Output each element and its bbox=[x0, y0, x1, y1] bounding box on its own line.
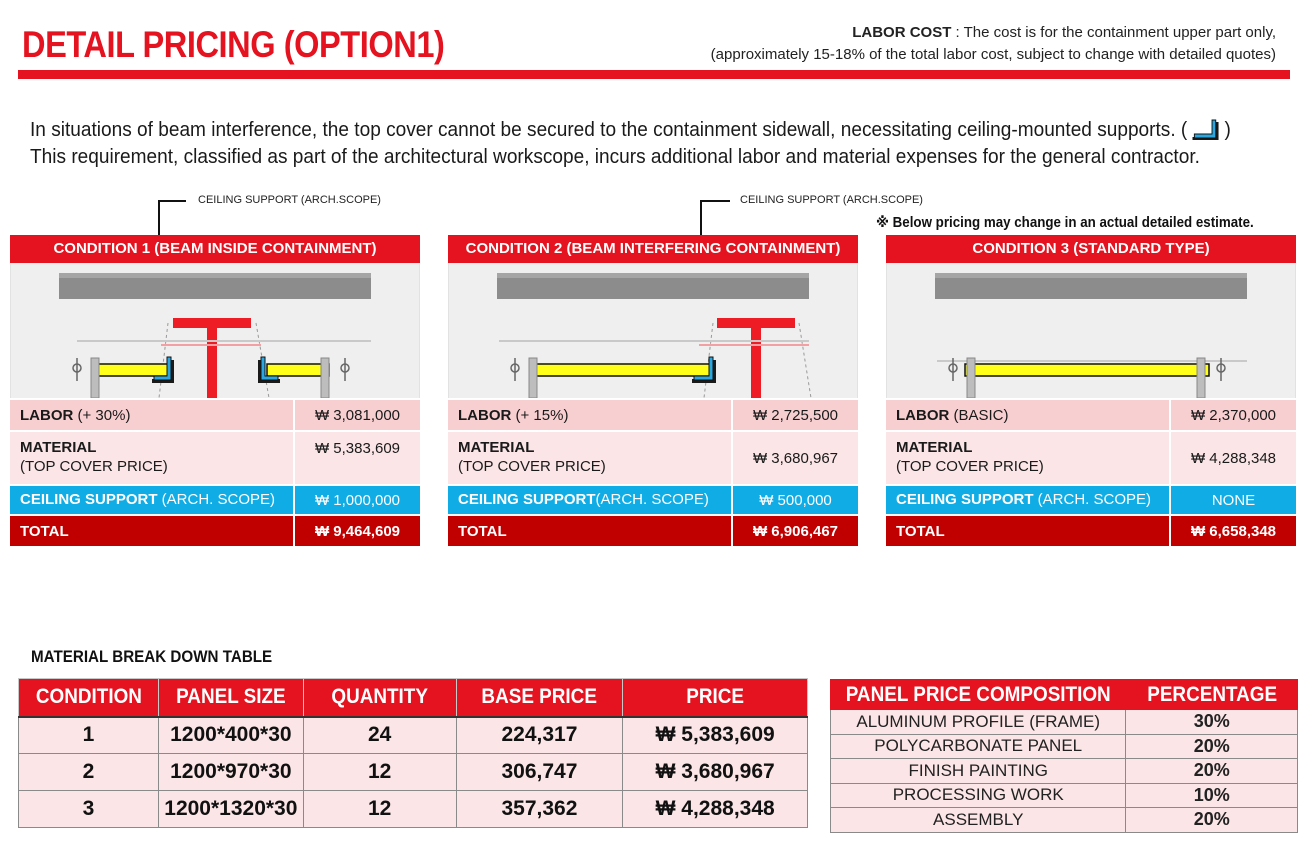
condition-1-material-row bbox=[10, 430, 420, 484]
table-cell: 1200*970*30 bbox=[158, 754, 303, 791]
condition-1-card bbox=[10, 235, 420, 546]
support-label: CEILING SUPPORT bbox=[458, 491, 596, 508]
labor-cost-note bbox=[636, 22, 1276, 66]
pricing-disclaimer: ※ Below pricing may change in an actual detailed estimate. bbox=[876, 215, 1254, 231]
labor-label: LABOR bbox=[20, 407, 74, 424]
condition-2-total-value: ₩ 6,906,467 bbox=[752, 522, 839, 540]
material-sub: (TOP COVER PRICE) bbox=[458, 458, 606, 475]
table-cell: 12 bbox=[303, 754, 456, 791]
header-panel-size: PANEL SIZE bbox=[176, 685, 286, 709]
breakdown-table-title: MATERIAL BREAK DOWN TABLE bbox=[31, 648, 273, 666]
table-row bbox=[19, 754, 808, 791]
material-breakdown-table bbox=[18, 678, 808, 828]
column-header bbox=[623, 679, 808, 717]
column-header bbox=[19, 679, 159, 717]
callout-1-leader-h bbox=[158, 200, 186, 202]
table-row bbox=[831, 734, 1298, 759]
condition-3-section-drawing bbox=[887, 263, 1297, 398]
support-label: CEILING SUPPORT bbox=[20, 491, 158, 508]
labor-note: (+ 15%) bbox=[511, 407, 569, 424]
condition-2-diagram bbox=[448, 263, 858, 398]
table-cell: 224,317 bbox=[456, 717, 623, 754]
table-row bbox=[19, 717, 808, 754]
labor-note-label: LABOR COST bbox=[852, 24, 952, 41]
condition-1-support-value: ₩ 1,000,000 bbox=[314, 491, 401, 509]
support-label: CEILING SUPPORT bbox=[896, 491, 1034, 508]
composition-item: ASSEMBLY bbox=[831, 808, 1126, 833]
header-composition: PANEL PRICE COMPOSITION bbox=[845, 682, 1111, 706]
condition-2-title: CONDITION 2 (BEAM INTERFERING CONTAINMENT) bbox=[448, 235, 858, 263]
condition-2-labor-row bbox=[448, 398, 858, 430]
column-header bbox=[1126, 680, 1298, 710]
condition-2-section-drawing bbox=[449, 263, 859, 398]
labor-note-line2: (approximately 15-18% of the total labor cost, subject to change with detailed quotes) bbox=[710, 46, 1276, 63]
table-row bbox=[831, 759, 1298, 784]
condition-3-total-row bbox=[886, 514, 1296, 546]
condition-3-labor-row bbox=[886, 398, 1296, 430]
condition-2-material-value: ₩ 3,680,967 bbox=[752, 449, 839, 467]
table-row bbox=[831, 808, 1298, 833]
callout-1-label: CEILING SUPPORT (ARCH.SCOPE) bbox=[198, 194, 381, 206]
composition-percentage: 20% bbox=[1126, 734, 1298, 759]
labor-label: LABOR bbox=[896, 407, 950, 424]
panel-price-composition-table bbox=[830, 679, 1298, 833]
labor-note: (+ 30%) bbox=[73, 407, 131, 424]
total-label: TOTAL bbox=[448, 516, 733, 546]
title-divider bbox=[18, 70, 1290, 79]
table-cell: 2 bbox=[19, 754, 159, 791]
condition-2-total-row bbox=[448, 514, 858, 546]
condition-3-card bbox=[886, 235, 1296, 546]
header-price: PRICE bbox=[686, 685, 745, 709]
table-cell: 1200*1320*30 bbox=[158, 791, 303, 828]
condition-1-diagram bbox=[10, 263, 420, 398]
condition-1-total-row bbox=[10, 514, 420, 546]
table-cell: 357,362 bbox=[456, 791, 623, 828]
condition-3-diagram bbox=[886, 263, 1296, 398]
condition-1-title: CONDITION 1 (BEAM INSIDE CONTAINMENT) bbox=[10, 235, 420, 263]
total-label: TOTAL bbox=[10, 516, 295, 546]
support-note: (ARCH. SCOPE) bbox=[157, 491, 276, 508]
table-header-row bbox=[19, 679, 808, 717]
table-cell: ₩ 3,680,967 bbox=[623, 754, 808, 791]
intro-line2: This requirement, classified as part of the architectural workscope, incurs additional labor and material expenses for the general contractor. bbox=[30, 145, 1200, 168]
column-header bbox=[456, 679, 623, 717]
material-sub: (TOP COVER PRICE) bbox=[896, 458, 1044, 475]
condition-1-support-row bbox=[10, 484, 420, 514]
material-label: MATERIAL bbox=[896, 439, 973, 456]
column-header bbox=[303, 679, 456, 717]
composition-item: POLYCARBONATE PANEL bbox=[831, 734, 1126, 759]
table-row bbox=[19, 791, 808, 828]
material-label: MATERIAL bbox=[458, 439, 535, 456]
table-row bbox=[831, 710, 1298, 735]
table-row bbox=[831, 783, 1298, 808]
condition-3-material-value: ₩ 4,288,348 bbox=[1190, 449, 1277, 467]
labor-note: (BASIC) bbox=[949, 407, 1009, 424]
material-label: MATERIAL bbox=[20, 439, 97, 456]
intro-line1: In situations of beam interference, the top cover cannot be secured to the containment sidewall, necessitating ceiling-mounted supports. ( bbox=[30, 118, 1188, 141]
ceiling-support-bracket-icon bbox=[1187, 118, 1224, 140]
composition-item: ALUMINUM PROFILE (FRAME) bbox=[831, 710, 1126, 735]
composition-percentage: 20% bbox=[1126, 808, 1298, 833]
condition-1-labor-row bbox=[10, 398, 420, 430]
table-cell: 24 bbox=[303, 717, 456, 754]
table-cell: 1200*400*30 bbox=[158, 717, 303, 754]
table-cell: 3 bbox=[19, 791, 159, 828]
condition-1-labor-value: ₩ 3,081,000 bbox=[314, 406, 401, 424]
callout-2-label: CEILING SUPPORT (ARCH.SCOPE) bbox=[740, 194, 923, 206]
total-label: TOTAL bbox=[886, 516, 1171, 546]
condition-2-labor-value: ₩ 2,725,500 bbox=[752, 406, 839, 424]
intro-line1-close: ) bbox=[1224, 118, 1231, 141]
material-sub: (TOP COVER PRICE) bbox=[20, 458, 168, 475]
condition-3-total-value: ₩ 6,658,348 bbox=[1190, 522, 1277, 540]
table-cell: 306,747 bbox=[456, 754, 623, 791]
table-header-row bbox=[831, 680, 1298, 710]
condition-2-support-row bbox=[448, 484, 858, 514]
header-condition: CONDITION bbox=[35, 685, 142, 709]
header-percentage: PERCENTAGE bbox=[1146, 682, 1277, 706]
condition-2-material-row bbox=[448, 430, 858, 484]
table-cell: ₩ 4,288,348 bbox=[623, 791, 808, 828]
intro-paragraph bbox=[30, 116, 1231, 170]
composition-item: PROCESSING WORK bbox=[831, 783, 1126, 808]
condition-3-support-value: NONE bbox=[1211, 491, 1256, 509]
composition-item: FINISH PAINTING bbox=[831, 759, 1126, 784]
labor-note-line1: : The cost is for the containment upper part only, bbox=[951, 24, 1276, 41]
composition-percentage: 30% bbox=[1126, 710, 1298, 735]
condition-1-total-value: ₩ 9,464,609 bbox=[314, 522, 401, 540]
condition-3-material-row bbox=[886, 430, 1296, 484]
condition-1-section-drawing bbox=[11, 263, 421, 398]
composition-percentage: 10% bbox=[1126, 783, 1298, 808]
column-header bbox=[158, 679, 303, 717]
condition-3-title: CONDITION 3 (STANDARD TYPE) bbox=[886, 235, 1296, 263]
support-note: (ARCH. SCOPE) bbox=[1033, 491, 1152, 508]
condition-1-material-value: ₩ 5,383,609 bbox=[314, 440, 401, 457]
header-base-price: BASE PRICE bbox=[481, 685, 598, 709]
support-note: (ARCH. SCOPE) bbox=[595, 491, 709, 508]
condition-3-support-row bbox=[886, 484, 1296, 514]
condition-3-labor-value: ₩ 2,370,000 bbox=[1190, 406, 1277, 424]
page-title: DETAIL PRICING (OPTION1) bbox=[22, 24, 445, 65]
table-cell: 1 bbox=[19, 717, 159, 754]
condition-2-support-value: ₩ 500,000 bbox=[759, 491, 832, 509]
table-cell: 12 bbox=[303, 791, 456, 828]
condition-2-card bbox=[448, 235, 858, 546]
labor-label: LABOR bbox=[458, 407, 512, 424]
callout-2-leader-h bbox=[700, 200, 730, 202]
header-quantity: QUANTITY bbox=[331, 685, 428, 709]
table-cell: ₩ 5,383,609 bbox=[623, 717, 808, 754]
column-header bbox=[831, 680, 1126, 710]
composition-percentage: 20% bbox=[1126, 759, 1298, 784]
